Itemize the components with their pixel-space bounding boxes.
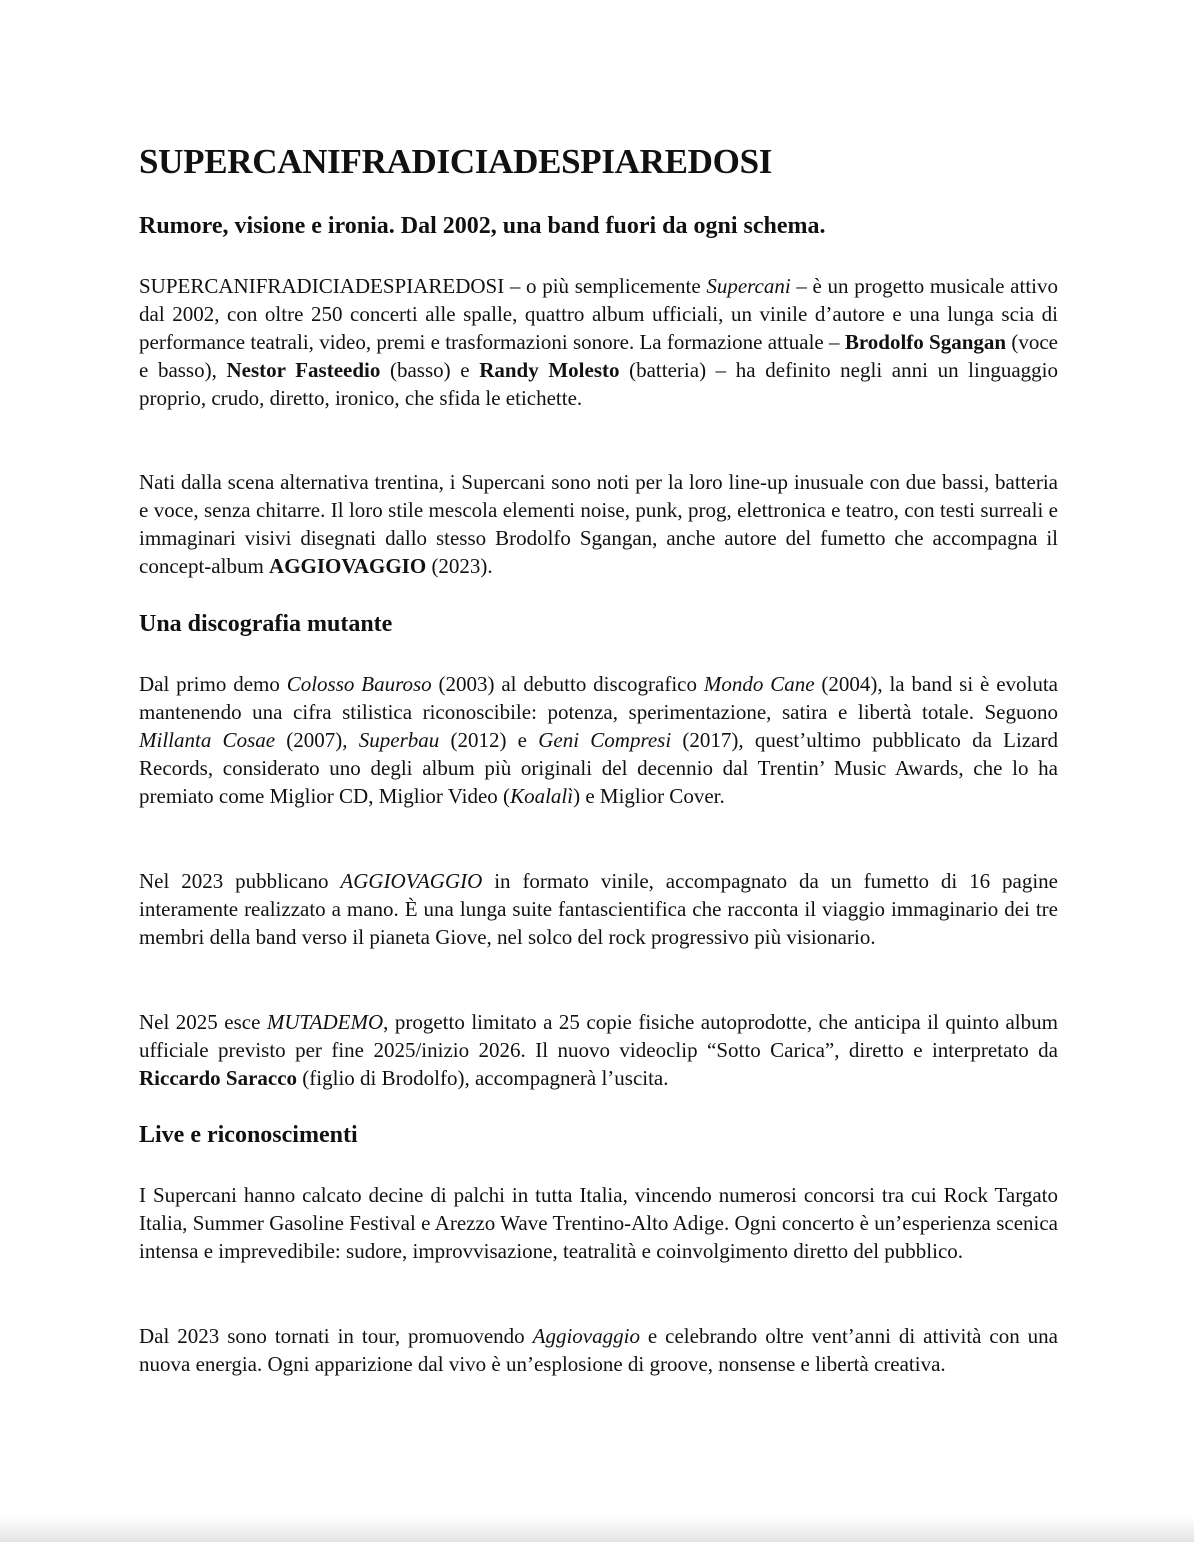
paragraph-origins xyxy=(139,468,1058,580)
text: (2003) al debutto discografico xyxy=(431,672,704,696)
paragraph-discography xyxy=(139,670,1058,810)
text: (2023). xyxy=(426,554,493,578)
text: (2007), xyxy=(275,728,359,752)
text: , progetto limitato a 25 copie fisiche autoprodotte, che anticipa il quinto album ufficiale previsto per fine 2025/inizio 2026. Il nuovo videoclip “Sotto Carica”, diretto e interpretato da xyxy=(139,1010,1058,1062)
paragraph-intro xyxy=(139,272,1058,412)
text: (2004), la band si è evoluta mantenendo una cifra stilistica riconoscibile: potenza, sperimentazione, satira e libertà totale. Seguono xyxy=(139,672,1059,724)
bold-name: Nestor Fasteedio xyxy=(226,358,381,382)
italic-text: Mondo Cane xyxy=(703,672,815,696)
document-title: SUPERCANIFRADICIADESPIAREDOSI xyxy=(139,142,773,181)
italic-text: Aggiovaggio xyxy=(532,1324,640,1348)
paragraph-tour xyxy=(139,1322,1058,1378)
text: (2012) e xyxy=(439,728,539,752)
bold-album: AGGIOVAGGIO xyxy=(269,554,427,578)
bold-name: Randy Molesto xyxy=(479,358,620,382)
text: Nati dalla scena alternativa trentina, i Supercani sono noti per la loro line-up inusuale con due bassi, batteria e voce, senza chitarre. Il loro stile mescola elementi noise, punk, prog, elettronica e teatro, con testi surreali e immaginari visivi disegnati dallo stesso Brodolfo Sgangan, anche autore del fumetto che accompagna il concept-album xyxy=(139,470,1058,578)
text: (batteria) – ha definito negli anni un linguaggio proprio, crudo, diretto, ironico, che sfida le etichette. xyxy=(139,358,1059,410)
italic-text: Koalalì xyxy=(510,784,574,808)
bold-name: Brodolfo Sgangan xyxy=(844,330,1007,354)
text: ) e Miglior Cover. xyxy=(573,784,725,808)
text: in formato vinile, accompagnato da un fumetto di 16 pagine interamente realizzato a mano. È una lunga suite fantascientifica che racconta il viaggio immaginario dei tre membri della band verso il pianeta Giove, nel solco del rock progressivo più visionario. xyxy=(139,869,1058,949)
text: (voce e basso), xyxy=(139,330,1059,382)
text: SUPERCANIFRADICIADESPIAREDOSI – o più semplicemente xyxy=(139,274,707,298)
section-heading-discography: Una discografia mutante xyxy=(139,611,393,637)
italic-text: Geni Compresi xyxy=(538,728,672,752)
italic-text: Colosso Bauroso xyxy=(286,672,432,696)
text: Nel 2023 pubblicano xyxy=(139,869,341,893)
paragraph-live xyxy=(139,1181,1058,1265)
text: e celebrando oltre vent’anni di attività con una nuova energia. Ogni apparizione dal vivo è un’esplosione di groove, nonsense e libertà creativa. xyxy=(139,1324,1058,1376)
paragraph-aggiovaggio xyxy=(139,867,1058,951)
italic-text: Millanta Cosae xyxy=(139,728,276,752)
italic-text: Superbau xyxy=(358,728,440,752)
document-subtitle: Rumore, visione e ironia. Dal 2002, una band fuori da ogni schema. xyxy=(139,213,826,239)
text: (basso) e xyxy=(380,358,480,382)
text: I Supercani hanno calcato decine di palchi in tutta Italia, vincendo numerosi concorsi tra cui Rock Targato Italia, Summer Gasoline Festival e Arezzo Wave Trentino-Alto Adige. Ogni concerto è un’esperienza scenica intensa e imprevedibile: sudore, improvvisazione, teatralità e coinvolgimento diretto del pubblico. xyxy=(139,1183,1058,1263)
italic-text: AGGIOVAGGIO xyxy=(340,869,483,893)
bold-name: Riccardo Saracco xyxy=(139,1066,298,1090)
text: (figlio di Brodolfo), accompagnerà l’uscita. xyxy=(297,1066,669,1090)
italic-text: MUTADEMO xyxy=(266,1010,384,1034)
text: (2017), quest’ultimo pubblicato da Lizard Records, considerato uno degli album più originali del decennio dal Trentin’ Music Awards, che lo ha premiato come Miglior CD, Miglior Video ( xyxy=(139,728,1058,808)
page-bottom-shadow xyxy=(0,1516,1194,1542)
text: Dal 2023 sono tornati in tour, promuovendo xyxy=(139,1324,533,1348)
paragraph-mutademo xyxy=(139,1008,1058,1092)
italic-text: Supercani xyxy=(706,274,791,298)
section-heading-live: Live e riconoscimenti xyxy=(139,1122,358,1148)
text: Dal primo demo xyxy=(139,672,287,696)
text: Nel 2025 esce xyxy=(139,1010,267,1034)
text: – è un progetto musicale attivo dal 2002, con oltre 250 concerti alle spalle, quattro album ufficiali, un vinile d’autore e una lunga scia di performance teatrali, video, premi e trasformazioni sonore. La formazione attuale – xyxy=(139,274,1058,354)
